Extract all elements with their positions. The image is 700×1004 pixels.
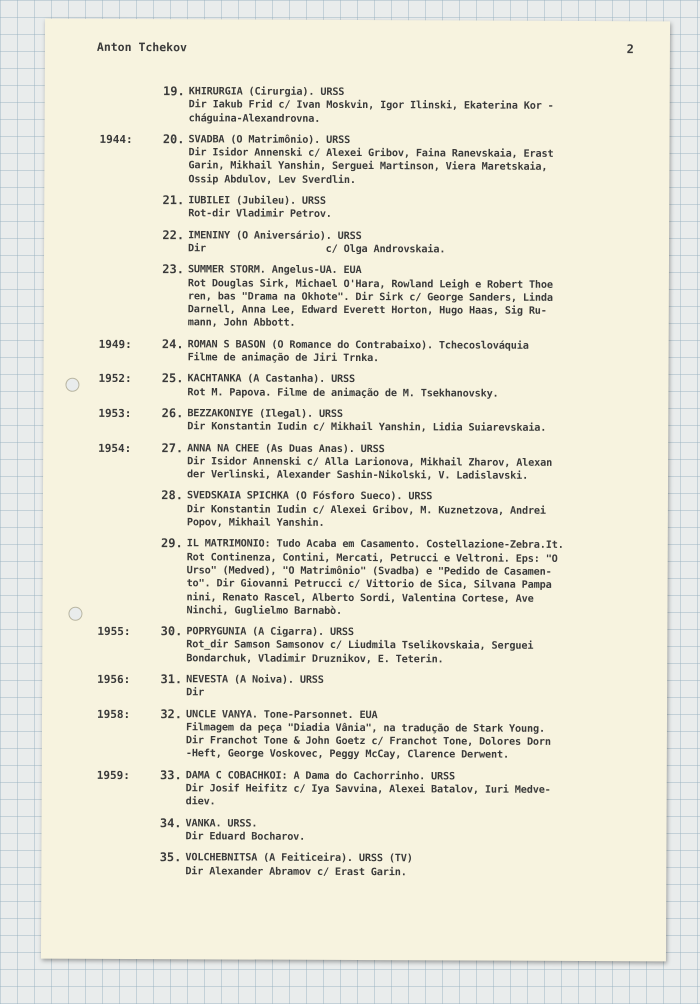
- entry-year: 1954:: [98, 441, 132, 455]
- entry-credits-line: Dir Josif Heifitz c/ Iya Savvina, Alexei Batalov, Iuri Medve-: [185, 783, 551, 796]
- entry-number: 26.: [161, 406, 184, 421]
- entry-text: [188, 338, 640, 367]
- entry-title-line: KACHTANKA (A Castanha). URSS: [187, 373, 356, 386]
- entry-credits-line: -Heft, George Voskovec, Peggy McCay, Clarence Derwent.: [185, 748, 509, 762]
- entry-credits-line: Darnell, Anna Lee, Edward Everett Horton, Hugo Haas, Sig Ru-: [187, 304, 547, 317]
- entry-text: [186, 625, 638, 667]
- entry-title-line: ANNA NA CHEE (As Duas Anas). URSS: [187, 442, 385, 455]
- entry-credits-line: Rot-dir Vladimir Petrov.: [188, 208, 332, 221]
- entry-credits-line: cháguina-Alexandrovna.: [188, 112, 321, 125]
- entry-credits-line: Dir Konstantin Iudin c/ Mikhail Yanshin, Lidia Suiarevskaia.: [187, 421, 547, 435]
- entry-credits-line: Dir Isidor Annenski c/ Alexei Gribov, Faina Ranevskaia, Erast: [188, 147, 554, 161]
- typewritten-page: [41, 19, 670, 962]
- entry-number: 31.: [160, 672, 183, 687]
- entry-number: 22.: [162, 227, 185, 242]
- entry-credits-line: Rot_dir Samson Samsonov c/ Liudmila Tselikovskaia, Serguei: [186, 639, 534, 653]
- entry-year: 1952:: [98, 372, 132, 386]
- entry-number: 23.: [162, 262, 184, 277]
- entry-credits-line: diev.: [185, 796, 216, 808]
- entry-credits-line: Dir: [186, 687, 205, 699]
- entry-number: 19.: [163, 84, 185, 99]
- entry-number: 20.: [162, 132, 185, 147]
- entry-title-line: IUBILEI (Jubileu). URSS: [188, 195, 326, 207]
- entry-text: [185, 852, 637, 881]
- entry-text: [188, 229, 640, 258]
- entry-credits-line: Dir Alexander Abramov c/ Erast Garin.: [185, 865, 407, 878]
- filmography-entry: [41, 816, 666, 845]
- entry-title-line: IL MATRIMONIO: Tudo Acaba em Casamento. Costellazione-Zebra.It.: [186, 538, 564, 552]
- filmography-entry: [43, 441, 668, 484]
- entry-credits-line: Filme de animação de Jiri Trnka.: [187, 352, 380, 365]
- entry-number: 24.: [161, 336, 184, 351]
- entry-credits-line: Rot Douglas Sirk, Michael O'Hara, Rowland Leigh e Robert Thoe: [187, 277, 553, 291]
- entry-credits-line: Dir Eduard Bocharov.: [185, 831, 306, 843]
- filmography-entry: [43, 407, 668, 436]
- entry-year: 1958:: [96, 707, 131, 721]
- entry-title-line: POPRYGUNIA (A Cigarra). URSS: [186, 626, 354, 639]
- entry-credits-line: Popov, Mikhail Yanshin.: [186, 517, 325, 529]
- filmography-list: [41, 85, 669, 889]
- entry-title-line: SUMMER STORM. Angelus-UA. EUA: [187, 264, 362, 277]
- entry-text: [186, 708, 638, 763]
- filmography-entry: [42, 768, 667, 811]
- entry-title-line: DAMA C COBACHKOI: A Dama do Cachorrinho. URSS: [185, 770, 456, 783]
- entry-credits-line: nini, Renato Rascel, Alberto Sordi, Valentina Cortese, Ave: [186, 591, 534, 605]
- entry-credits-line: to". Dir Giovanni Petrucci c/ Vittorio de Sica, Silvana Pampa: [186, 578, 552, 592]
- filmography-entry: [44, 228, 669, 257]
- entry-year: 1944:: [99, 132, 133, 146]
- entry-text: [187, 442, 639, 484]
- entry-title-line: IMENINY (O Aniversário). URSS: [188, 229, 362, 242]
- entry-number: 21.: [162, 193, 185, 208]
- entry-credits-line: Ninchi, Guglielmo Barnabò.: [186, 605, 343, 617]
- entry-text: [188, 264, 640, 332]
- filmography-entry: [44, 263, 669, 332]
- entry-text: [187, 490, 639, 532]
- entry-title-line: VOLCHEBNITSA (A Feiticeira). URSS (TV): [185, 852, 413, 865]
- entry-credits-line: Dir Franchot Tone & John Goetz c/ Franchot Tone, Dolores Dorn: [185, 735, 551, 749]
- entry-text: [185, 817, 637, 846]
- entry-text: [187, 373, 639, 402]
- filmography-entry: [42, 625, 667, 668]
- entry-credits-line: Rot Continenza, Contini, Mercati, Petrucci e Veltroni. Eps: "O: [186, 551, 558, 565]
- running-head-author: Anton Tchekov: [96, 39, 187, 55]
- entry-text: [188, 194, 640, 223]
- entry-number: 27.: [161, 440, 184, 455]
- entry-credits-line: Ossip Abdulov, Lev Sverdlin.: [188, 174, 356, 186]
- entry-text: [187, 407, 639, 436]
- entry-credits-line: Garin, Mikhail Yanshin, Serguei Martinson, Viera Maretskaia,: [188, 160, 548, 174]
- filmography-entry: [42, 673, 667, 702]
- filmography-entry: [41, 851, 666, 880]
- entry-number: 28.: [161, 488, 184, 503]
- filmography-entry: [43, 489, 668, 532]
- entry-number: 33.: [160, 767, 182, 783]
- entry-title-line: KHIRURGIA (Cirurgia). URSS: [188, 86, 345, 98]
- entry-title-line: SVADBA (O Matrimônio). URSS: [188, 134, 351, 146]
- entry-number: 25.: [161, 371, 184, 386]
- entry-credits-line: der Verlinski, Alexander Sashin-Nikolski, V. Ladislavski.: [187, 469, 529, 482]
- entry-text: [186, 769, 638, 811]
- entry-title-line: BEZZAKONIYE (Ilegal). URSS: [187, 408, 343, 420]
- entry-text: [186, 673, 638, 702]
- entry-credits-line: Dir c/ Olga Androvskaia.: [188, 243, 446, 256]
- entry-title-line: ROMAN S BASON (O Romance do Contrabaixo). Tchecoslováquia: [187, 339, 529, 352]
- entry-title-line: UNCLE VANYA. Tone-Parsonnet. EUA: [185, 708, 378, 721]
- entry-number: 32.: [160, 706, 183, 721]
- entry-text: [186, 538, 638, 620]
- entry-number: 34.: [159, 815, 182, 830]
- entry-year: 1959:: [96, 768, 130, 782]
- entry-credits-line: Dir Konstantin Iudin c/ Alexei Gribov, M. Kuznetzova, Andrei: [186, 503, 546, 517]
- entry-year: 1953:: [98, 406, 132, 420]
- entry-year: 1955:: [97, 624, 131, 639]
- entry-credits-line: mann, John Abbott.: [187, 317, 296, 330]
- entry-text: [188, 133, 640, 188]
- entry-year: 1949:: [98, 337, 132, 351]
- entry-title-line: VANKA. URSS.: [185, 817, 258, 830]
- filmography-entry: [44, 337, 669, 366]
- filmography-entry: [42, 707, 667, 763]
- entry-number: 30.: [160, 624, 183, 639]
- entry-credits-line: Filmagem da peça "Diadia Vânia", na tradução de Stark Young.: [185, 722, 545, 735]
- filmography-entry: [44, 133, 669, 189]
- entry-title-line: SVEDSKAIA SPICHKA (O Fósforo Sueco). URSS: [186, 490, 433, 503]
- filmography-entry: [45, 85, 670, 128]
- page-number: 2: [626, 42, 634, 57]
- entry-number: 35.: [159, 850, 182, 865]
- entry-credits-line: ren, bas "Drama na Okhote". Dir Sirk c/ George Sanders, Linda: [187, 291, 553, 304]
- entry-credits-line: Dir Iakub Frid c/ Ivan Moskvin, Igor Ilinski, Ekaterina Kor -: [188, 99, 554, 113]
- filmography-entry: [44, 194, 669, 223]
- entry-credits-line: Dir Isidor Annenski c/ Alla Larionova, Mikhail Zharov, Alexan: [187, 456, 553, 469]
- entry-credits-line: Bondarchuk, Vladimir Druznikov, E. Teterin.: [186, 652, 444, 666]
- filmography-entry: [43, 372, 668, 401]
- filmography-entry: [42, 537, 667, 620]
- entry-text: [189, 85, 641, 127]
- entry-credits-line: Urso" (Medved), "O Matrimônio" (Svadba) e "Pedido de Casamen-: [186, 565, 552, 578]
- entry-credits-line: Rot M. Papova. Filme de animação de M. Tsekhanovsky.: [187, 386, 499, 400]
- entry-number: 29.: [161, 536, 183, 551]
- entry-year: 1956:: [97, 672, 131, 687]
- entry-title-line: NEVESTA (A Noiva). URSS: [186, 674, 324, 686]
